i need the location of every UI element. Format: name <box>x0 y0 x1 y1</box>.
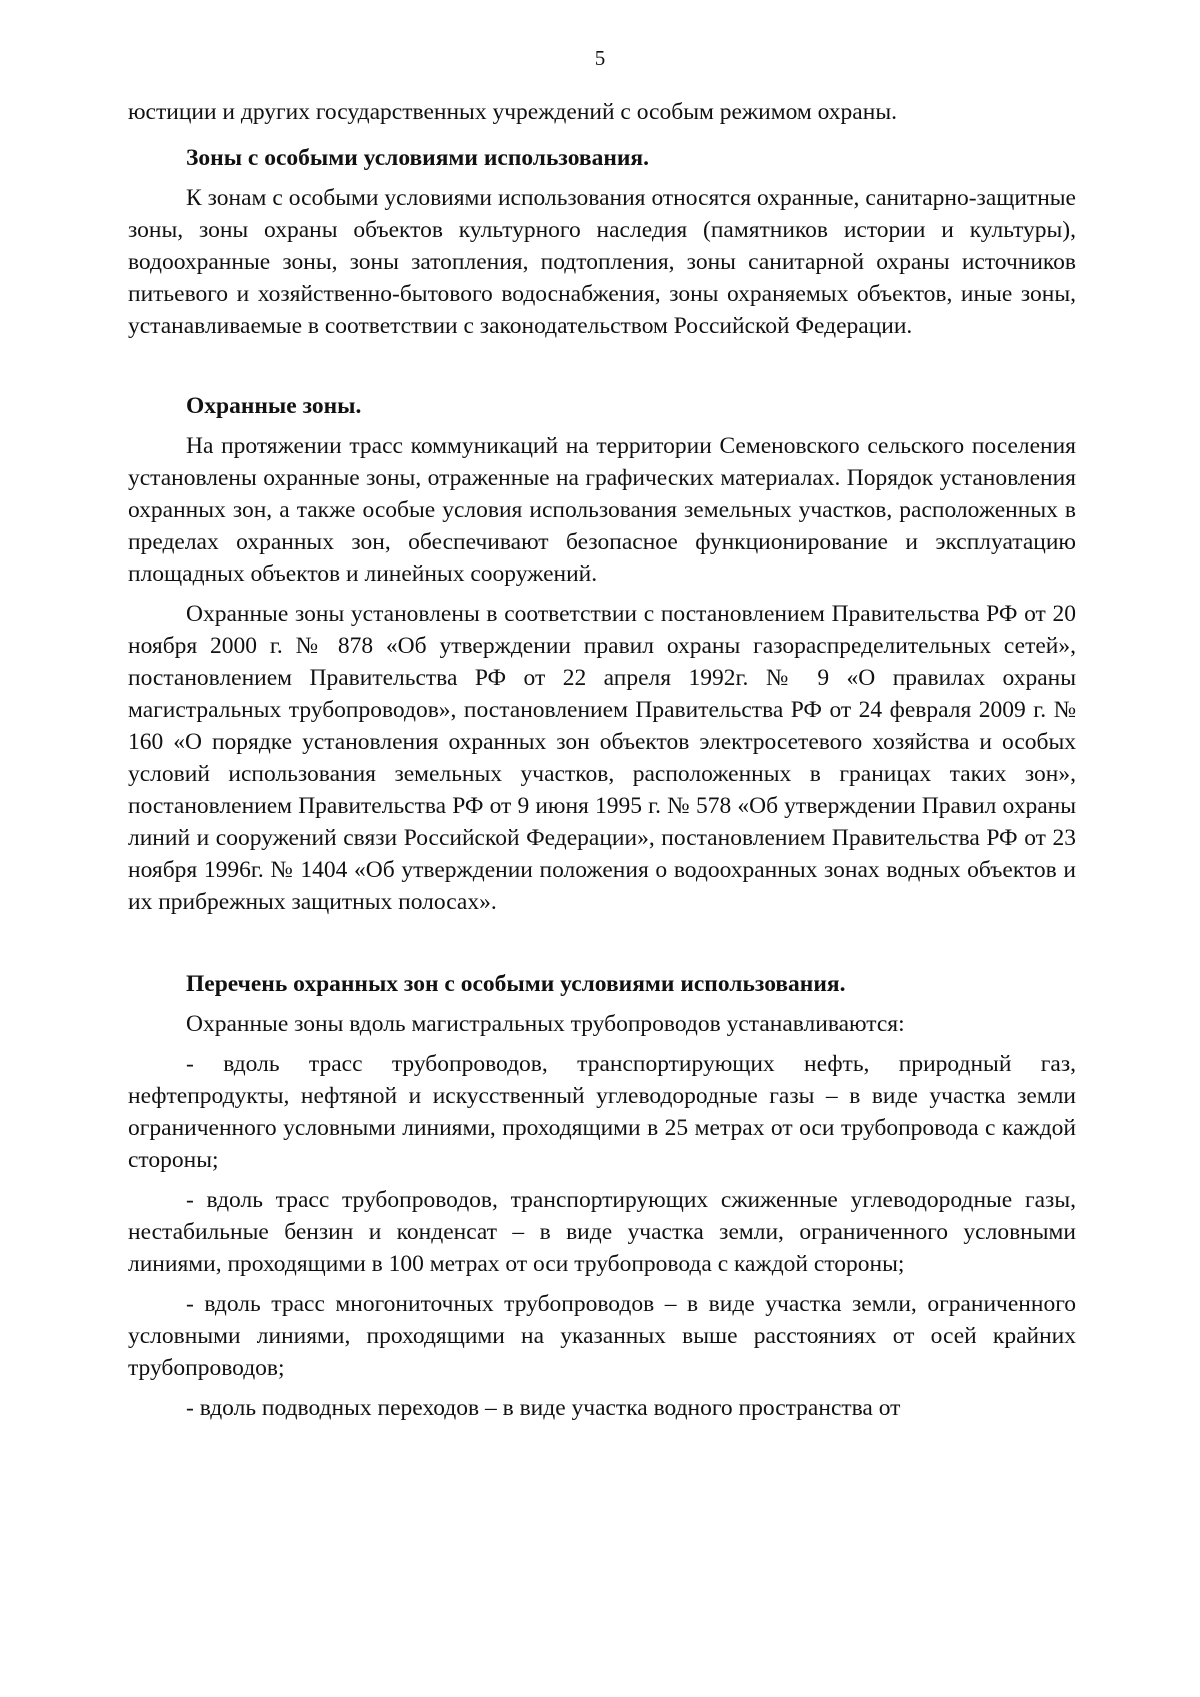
section-heading-special-zones: Зоны с особыми условиями использования. <box>186 145 649 171</box>
paragraph-regulations: Охранные зоны установлены в соответствии с постановлением Правительства РФ от 20 ноября 2000 г. № 878 «Об утверждении правил охраны газораспределительных сетей», постановлением Правительства РФ от 22 апреля 1992г. № 9 «О правилах охраны магистральных трубопроводов», постановлением Правительства РФ от 24 февраля 2009 г. № 160 «О порядке установления охранных зон объектов электросетевого хозяйства и особых условий использования земельных участков, расположенных в границах таких зон», постановлением Правительства РФ от 9 июня 1995 г. № 578 «Об утверждении Правил охраны линий и сооружений связи Российской Федерации», постановлением Правительства РФ от 23 ноября 1996г. № 1404 «Об утверждении положения о водоохранных зонах водных объектов и их прибрежных защитных полосах». <box>128 601 1076 915</box>
document-body <box>128 96 1076 1424</box>
paragraph-special-zones: К зонам с особыми условиями использования относятся охранные, санитарно-защитные зоны, зоны охраны объектов культурного наследия (памятников истории и культуры), водоохранные зоны, зоны затопления, подтопления, зоны санитарной охраны источников питьевого и хозяйственно-бытового водоснабжения, зоны охраняемых объектов, иные зоны, устанавливаемые в соответствии с законодательством Российской Федерации. <box>128 185 1076 339</box>
list-item-oil-gas-pipelines: - вдоль трасс трубопроводов, транспортирующих нефть, природный газ, нефтепродукты, нефтяной и искусственный углеводородные газы – в виде участка земли ограниченного условными линиями, проходящими в 25 метрах от оси трубопровода с каждой стороны; <box>128 1051 1076 1173</box>
paragraph-continuation: юстиции и других государственных учреждений с особым режимом охраны. <box>128 99 897 125</box>
section-heading-zone-list: Перечень охранных зон с особыми условиями использования. <box>186 971 846 997</box>
list-item-liquefied-gas-pipelines: - вдоль трасс трубопроводов, транспортирующих сжиженные углеводородные газы, нестабильные бензин и конденсат – в виде участка земли, ограниченного условными линиями, проходящими в 100 метрах от оси трубопровода с каждой стороны; <box>128 1187 1076 1277</box>
list-item-multiline-pipelines: - вдоль трасс многониточных трубопроводов – в виде участка земли, ограниченного условными линиями, проходящими на указанных выше расстояниях от осей крайних трубопроводов; <box>128 1291 1076 1381</box>
list-item-underwater-crossings: - вдоль подводных переходов – в виде участка водного пространства от <box>186 1395 901 1421</box>
section-heading-protected-zones: Охранные зоны. <box>186 393 362 419</box>
paragraph-pipeline-zones-intro: Охранные зоны вдоль магистральных трубопроводов устанавливаются: <box>186 1011 905 1037</box>
page-number: 5 <box>594 46 606 70</box>
paragraph-protected-zones: На протяжении трасс коммуникаций на территории Семеновского сельского поселения установлены охранные зоны, отраженные на графических материалах. Порядок установления охранных зон, а также особые условия использования земельных участков, расположенных в пределах охранных зон, обеспечивают безопасное функционирование и эксплуатацию площадных объектов и линейных сооружений. <box>128 433 1076 587</box>
